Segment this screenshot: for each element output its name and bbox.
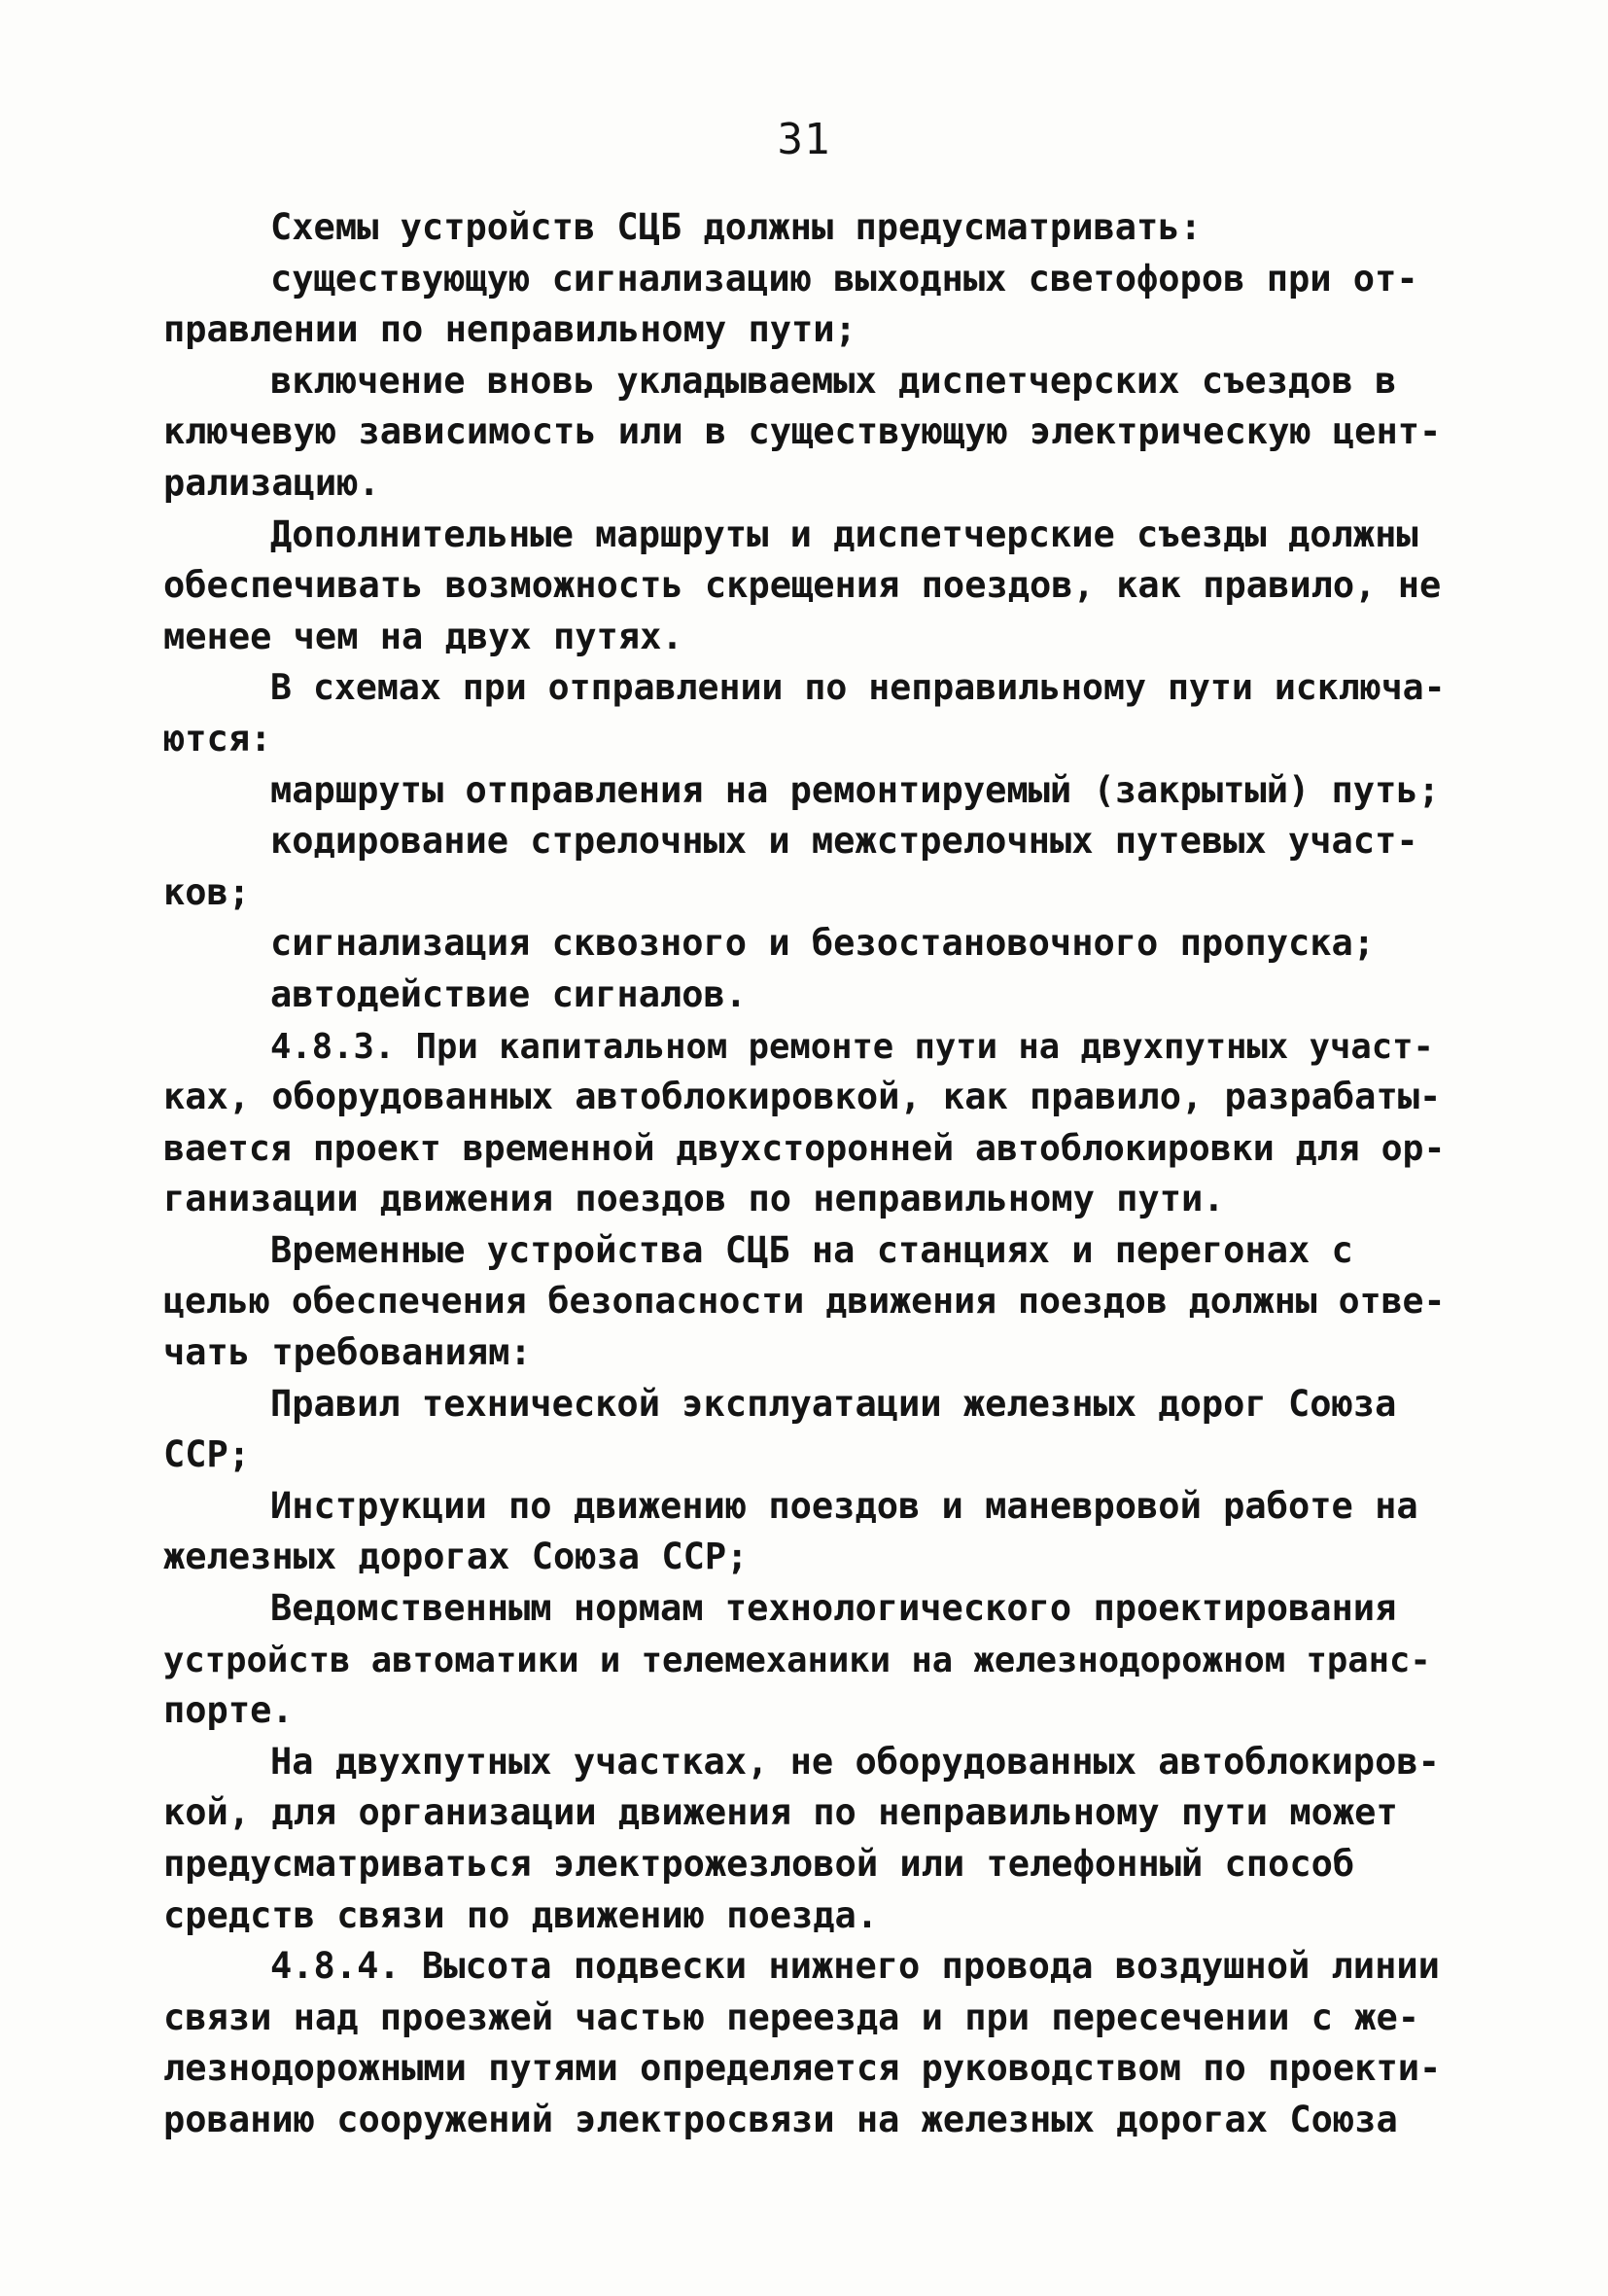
text-line — [163, 304, 1447, 356]
text-line-content: правлении по неправильному пути; — [163, 308, 856, 351]
text-line-content: железных дорогах Союза ССР; — [163, 1536, 749, 1578]
text-line-content: рализацию. — [163, 461, 380, 504]
text-line — [163, 1430, 1447, 1481]
text-line-content: кодирование стрелочных и межстрелочных путевых участ- — [270, 820, 1418, 863]
text-line-content: Правил технической эксплуатации железных дорог Союза — [270, 1382, 1397, 1425]
text-line-content: вается проект временной двухсторонней автоблокировки для ор- — [163, 1126, 1446, 1169]
text-line-content: менее чем на двух путях. — [163, 615, 683, 657]
text-line — [163, 714, 1447, 765]
text-line — [163, 765, 1447, 817]
text-line — [163, 406, 1447, 458]
text-line — [163, 1225, 1447, 1277]
text-line — [163, 1941, 1447, 1993]
text-line — [163, 1787, 1447, 1839]
text-line — [163, 1021, 1447, 1073]
text-line — [163, 1276, 1447, 1327]
text-line-content: целью обеспечения безопасности движения поездов должны отве- — [163, 1280, 1446, 1323]
text-line-content: ков; — [163, 870, 251, 913]
text-line-content: обеспечивать возможность скрещения поездов, как правило, не — [163, 564, 1442, 607]
text-line — [163, 510, 1447, 561]
text-line — [163, 254, 1447, 305]
text-line — [163, 1685, 1447, 1737]
text-line — [163, 1532, 1447, 1583]
text-line — [163, 1327, 1447, 1379]
text-line — [163, 1072, 1447, 1123]
text-line-content: устройств автоматики и телемеханики на железнодорожном транс- — [163, 1640, 1431, 1680]
text-line-content: автодействие сигналов. — [270, 972, 748, 1015]
text-line-content: 4.8.4. Высота подвески нижнего провода воздушной линии — [270, 1945, 1440, 1988]
text-line — [163, 356, 1447, 407]
text-line-content: Инструкции по движению поездов и маневровой работе на — [270, 1484, 1418, 1527]
text-line-content: Схемы устройств СЦБ должны предусматривать: — [270, 206, 1202, 248]
text-line — [163, 1839, 1447, 1890]
text-line-content: лезнодорожными путями определяется руководством по проекти- — [163, 2047, 1442, 2090]
text-line-content: ках, оборудованных автоблокировкой, как правило, разрабаты- — [163, 1076, 1442, 1118]
text-line — [163, 560, 1447, 612]
page-number: 31 — [777, 115, 831, 164]
text-line-content: 4.8.3. При капитальном ремонте пути на двухпутных участ- — [270, 1026, 1434, 1067]
text-line — [163, 1635, 1447, 1686]
text-line — [163, 918, 1447, 970]
text-line — [163, 612, 1447, 663]
text-line-content: В схемах при отправлении по неправильному пути исключа- — [270, 666, 1446, 709]
text-line-content: ганизации движения поездов по неправильному пути. — [163, 1178, 1225, 1220]
text-line-content: маршруты отправления на ремонтируемый (закрытый) путь; — [270, 768, 1440, 811]
text-line — [163, 2095, 1447, 2146]
text-line — [163, 1481, 1447, 1533]
document-body — [163, 202, 1447, 2146]
text-line-content: чать требованиям: — [163, 1331, 532, 1374]
text-line — [163, 1379, 1447, 1431]
text-line-content: порте. — [163, 1689, 294, 1732]
text-line — [163, 458, 1447, 510]
text-line-content: предусматриваться электрожезловой или телефонный способ — [163, 1843, 1355, 1885]
text-line — [163, 1890, 1447, 1942]
text-line — [163, 2043, 1447, 2095]
text-line — [163, 1993, 1447, 2044]
text-line-content: Ведомственным нормам технологического проектирования — [270, 1587, 1397, 1630]
text-line-content: включение вновь укладываемых диспетчерских съездов в — [270, 359, 1397, 402]
text-line — [163, 867, 1447, 919]
text-line-content: рованию сооружений электросвязи на железных дорогах Союза — [163, 2098, 1398, 2140]
text-line-content: ются: — [163, 717, 272, 759]
text-line-content: кой, для организации движения по неправильному пути может — [163, 1791, 1398, 1834]
text-line-content: связи над проезжей частью переезда и при пересечении с же- — [163, 1996, 1420, 2038]
text-line-content: Дополнительные маршруты и диспетчерские съезды должны — [270, 512, 1418, 555]
text-line-content: ключевую зависимость или в существующую электрическую цент- — [163, 410, 1442, 453]
text-line-content: существующую сигнализацию выходных светофоров при от- — [270, 257, 1418, 300]
text-line — [163, 816, 1447, 867]
text-line — [163, 1174, 1447, 1225]
text-line — [163, 662, 1447, 714]
text-line-content: Временные устройства СЦБ на станциях и перегонах с — [270, 1228, 1353, 1271]
text-line — [163, 1123, 1447, 1175]
text-line — [163, 202, 1447, 254]
text-line — [163, 1737, 1447, 1788]
text-line-content: ССР; — [163, 1433, 251, 1476]
text-line — [163, 1583, 1447, 1635]
text-line-content: средств связи по движению поезда. — [163, 1893, 879, 1936]
text-line — [163, 970, 1447, 1021]
text-line-content: На двухпутных участках, не оборудованных автоблокиров- — [270, 1740, 1440, 1783]
text-line-content: сигнализация сквозного и безостановочного пропуска; — [270, 922, 1376, 965]
